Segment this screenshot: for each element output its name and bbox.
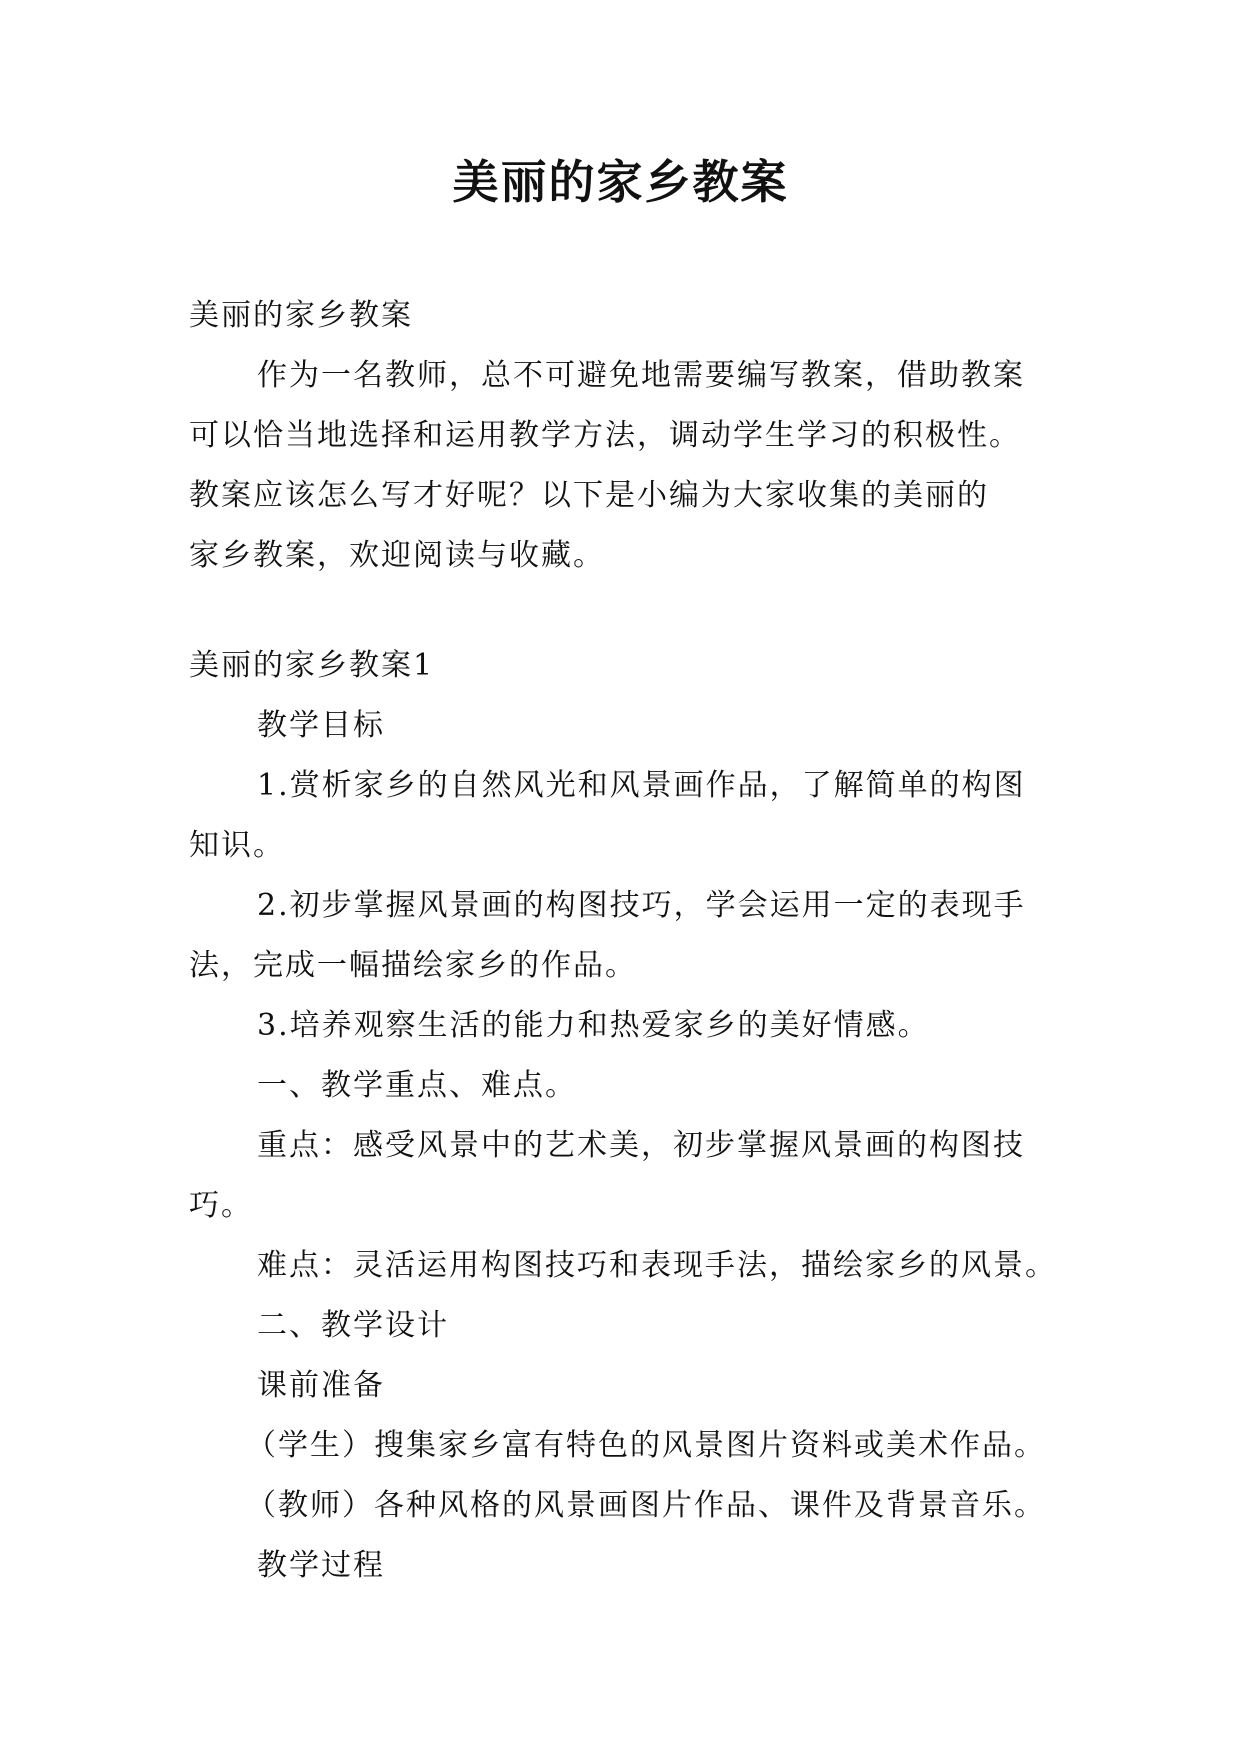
key-points-heading: 一、教学重点、难点。 — [257, 1068, 577, 1103]
key-point-line-1: 重点：感受风景中的艺术美，初步掌握风景画的构图技 — [257, 1128, 1025, 1163]
key-point-line-2: 巧。 — [189, 1188, 253, 1223]
teaching-process-heading: 教学过程 — [257, 1548, 385, 1583]
preparation-heading: 课前准备 — [257, 1368, 385, 1403]
teacher-preparation-line: （教师）各种风格的风景画图片作品、课件及背景音乐。 — [246, 1488, 1046, 1523]
goal-2-line-2: 法，完成一幅描绘家乡的作品。 — [189, 948, 637, 983]
intro-line-3: 教案应该怎么写才好呢？以下是小编为大家收集的美丽的 — [189, 478, 989, 513]
document-subtitle: 美丽的家乡教案 — [189, 298, 413, 333]
intro-line-4: 家乡教案，欢迎阅读与收藏。 — [189, 538, 605, 573]
document-title: 美丽的家乡教案 — [452, 155, 789, 209]
goal-1-line-2: 知识。 — [189, 828, 285, 863]
teaching-goals-heading: 教学目标 — [257, 708, 385, 743]
intro-line-1: 作为一名教师，总不可避免地需要编写教案，借助教案 — [257, 358, 1025, 393]
difficult-point-line: 难点：灵活运用构图技巧和表现手法，描绘家乡的风景。 — [257, 1248, 1057, 1283]
section-heading-1: 美丽的家乡教案1 — [189, 648, 435, 683]
student-preparation-line: （学生）搜集家乡富有特色的风景图片资料或美术作品。 — [246, 1428, 1046, 1463]
intro-line-2: 可以恰当地选择和运用教学方法，调动学生学习的积极性。 — [189, 418, 1021, 453]
goal-1-line-1: 1.赏析家乡的自然风光和风景画作品，了解简单的构图 — [257, 768, 1026, 803]
teaching-design-heading: 二、教学设计 — [257, 1308, 449, 1343]
goal-2-line-1: 2.初步掌握风景画的构图技巧，学会运用一定的表现手 — [257, 888, 1026, 923]
goal-3-line-1: 3.培养观察生活的能力和热爱家乡的美好情感。 — [257, 1008, 930, 1043]
